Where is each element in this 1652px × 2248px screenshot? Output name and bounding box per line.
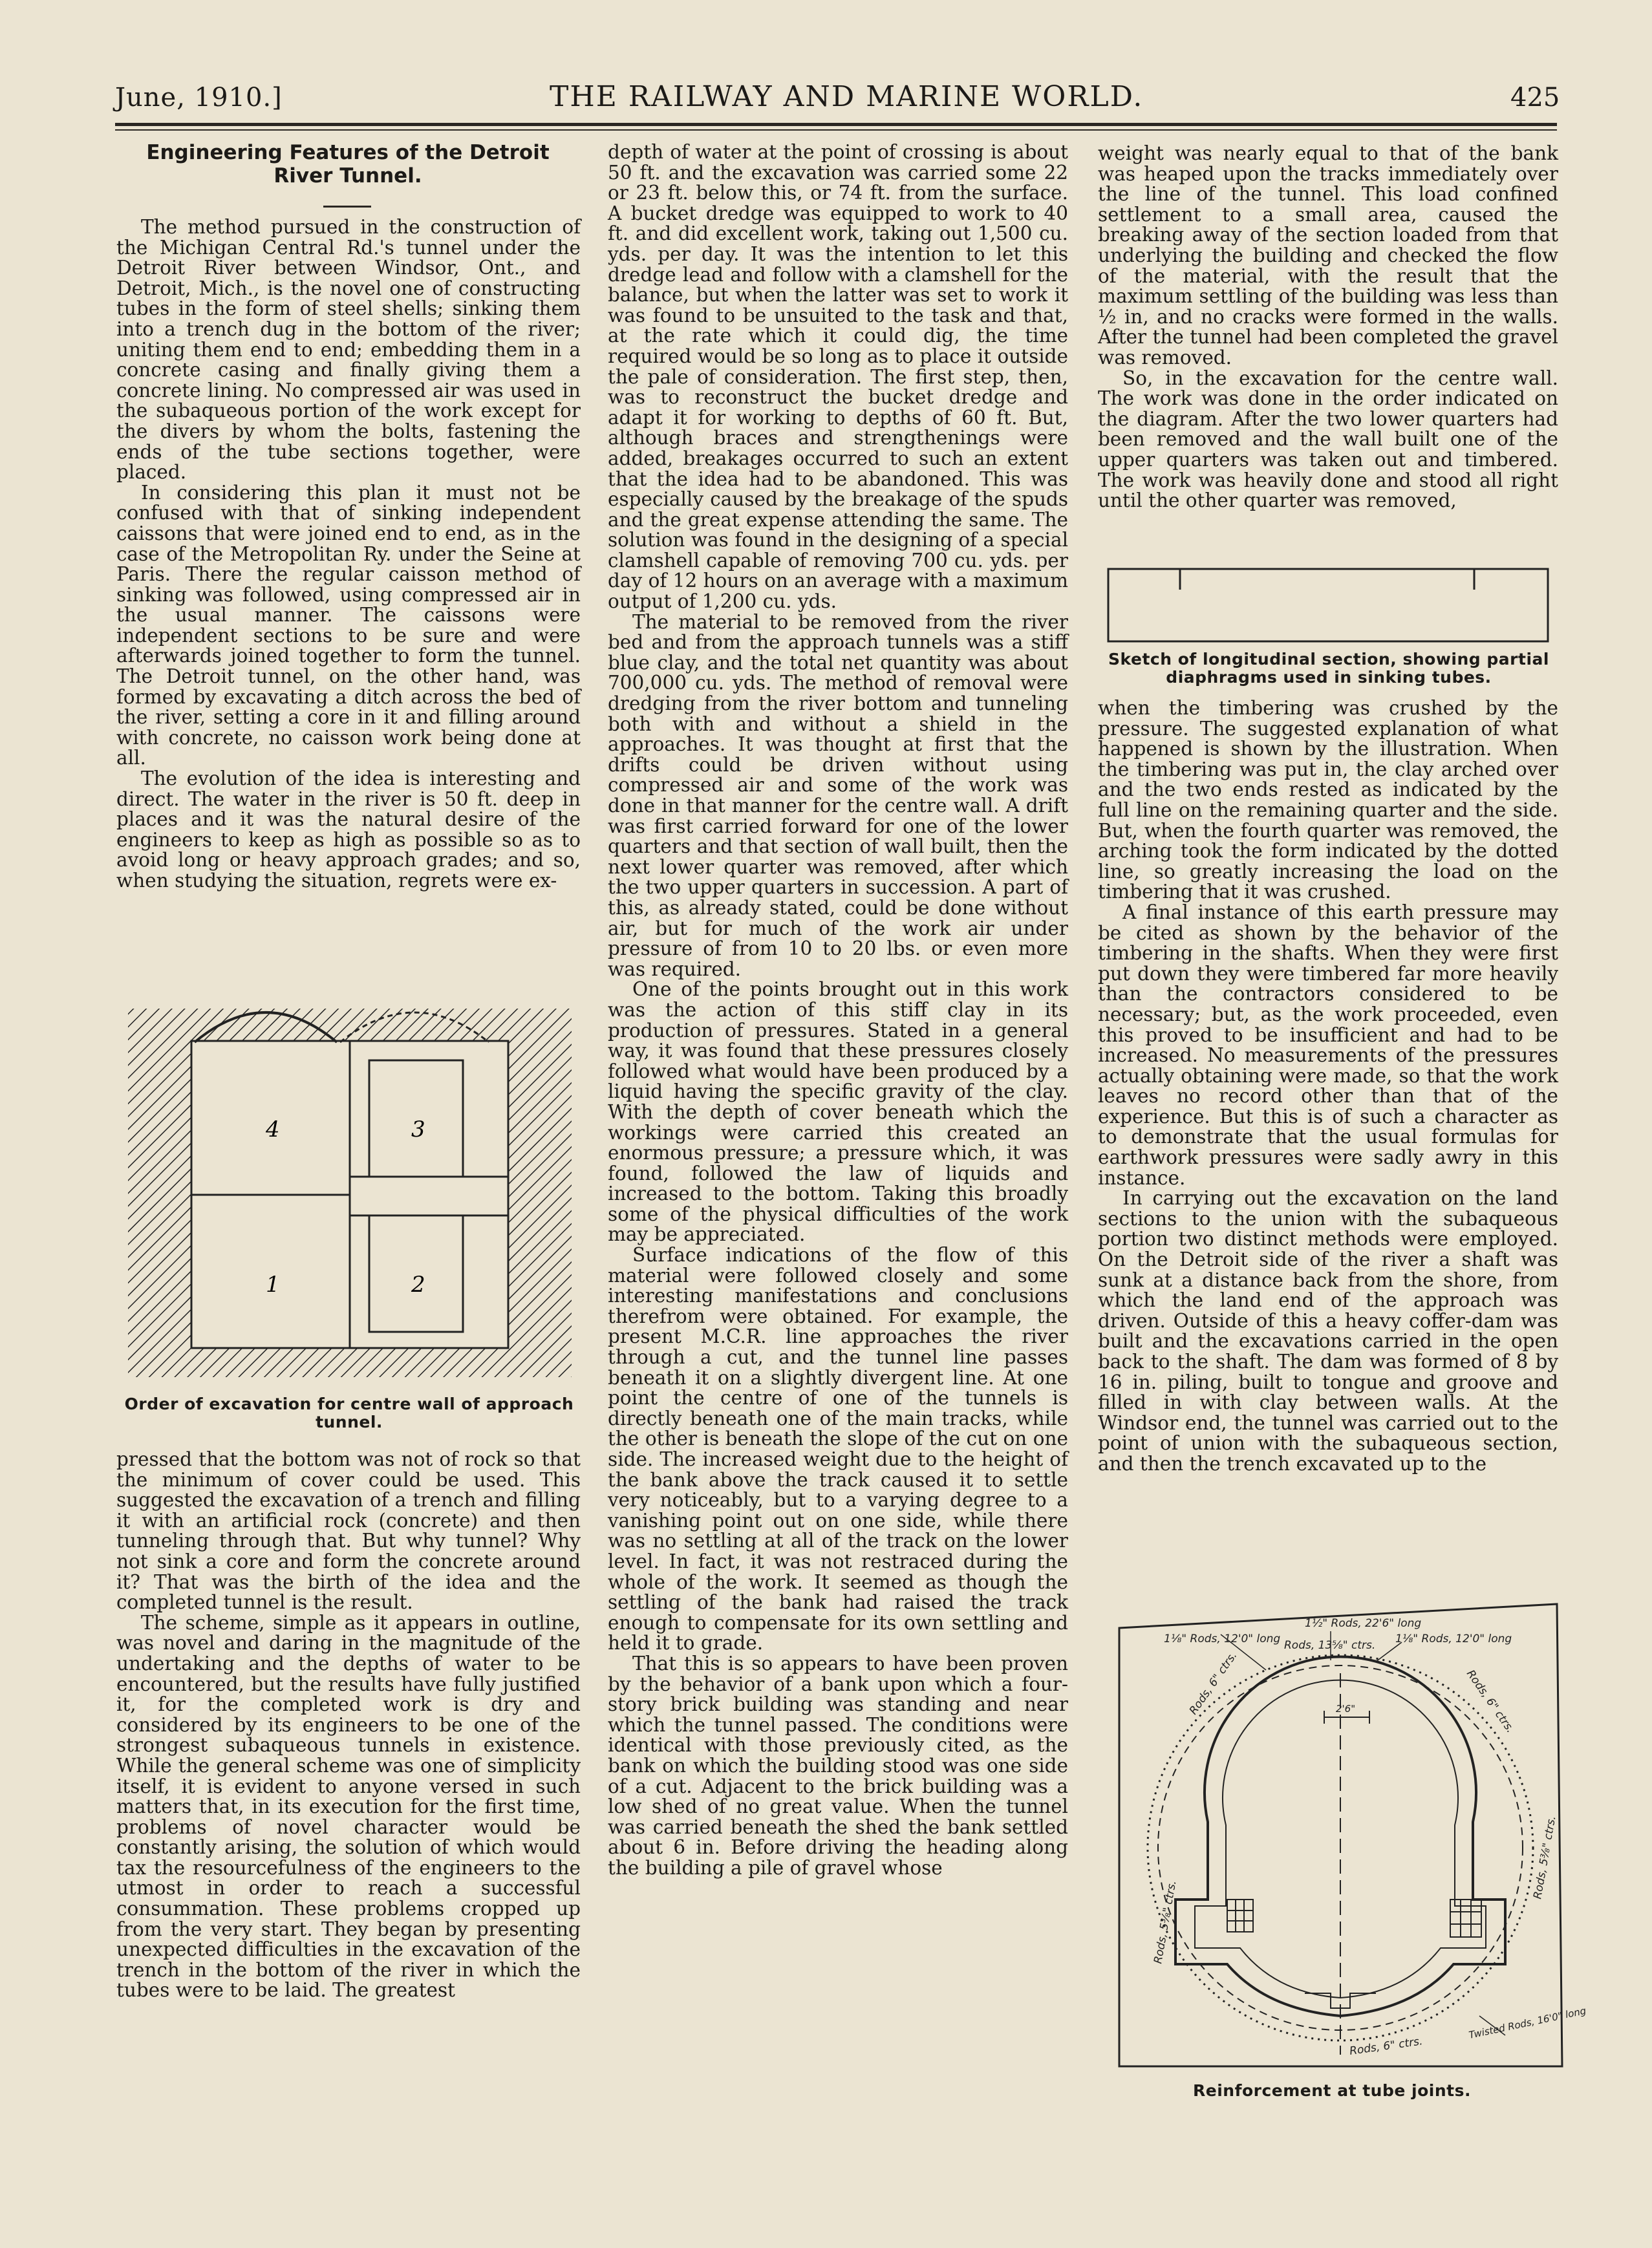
figure-3-caption: Reinforcement at tube joints. [1193, 2081, 1471, 2100]
quarter-label-3: 3 [411, 1117, 425, 1142]
paragraph: The material to be removed from the river bed and from the approach tunnels was a stiff blue clay, and the total net quantity was about 700,000 cu. yds. The method of removal were dredging from the river bottom and tunneling both with and without a shield in the approaches. It was thought at first that the drifts could be driven without using compressed air and some of the work was done in that manner for the centre wall. A drift was first carried forward for one of the lower quarters and that section of wall built, then the next lower quarter was removed, after which the two upper quarters in succession. A part of this, as already stated, could be done without air, but for much of the work air under pressure of from 10 to 20 lbs. or even more was required. [608, 610, 1068, 980]
label-left-top-rods: 1⅛" Rods, 12'0" long [1164, 1632, 1281, 1645]
paragraph: A final instance of this earth pressure may be cited as shown by the behavior of the timbering in the shafts. When they were first put down they were timbered far more heavily than the contractors considered to be necessary; but, as the work proceeded, even this proved to be insufficient and had to be increased. No measurements of the pressures actually obtaining were made, so that the work leaves no record other than that of the experience. But this is of such a character as to demonstrate that the usual formulas for earthwork pressures were sadly awry in this instance. [1098, 901, 1558, 1189]
label-mid-top-rods: Rods, 13⅝" ctrs. [1284, 1639, 1376, 1652]
label-top-rods: 1½" Rods, 22'6" long [1305, 1617, 1422, 1630]
paragraph: In carrying out the excavation on the land sections to the union with the subaqueous portion two distinct methods were employed. On the Detroit side of the river a shaft was sunk at a distance back from the shore, from which the land end of the approach was driven. Outside of this a heavy coffer-dam was built and the excavations carried in the open back to the shaft. The dam was formed of 8 by 16 in. piling, built to tongue and groove and filled in with clay between walls. At the Windsor end, the tunnel was carried out to the point of union with the subaqueous section, and then the trench excavated up to the [1098, 1187, 1558, 1475]
excavation-order-figure [127, 989, 573, 1384]
paragraph: weight was nearly equal to that of the bank was heaped upon the tracks immediately over the line of the tunnel. This load confined settlement to a small area, caused the breaking away of the section loaded from that underlying the building and checked the flow of the material, with the result that the maximum settling of the building was less than ½ in, and no cracks were formed in the walls. After the tunnel had been completed the gravel was removed. [1098, 142, 1558, 369]
figure-1-caption: Order of excavation for centre wall of approach tunnel. [124, 1395, 574, 1431]
paragraph: The method pursued in the construction of the Michigan Central Rd.'s tunnel under the Detroit River between Windsor, Ont., and Detroit, Mich., is the novel one of constructing tubes in the form of steel shells; sinking them into a trench dug in the bottom of the river; uniting them end to end; embedding them in a concrete casing and finally giving them a concrete lining. No compressed air was used in the subaqueous portion of the work except for the divers by whom the bolts, fastening the ends of the tube sections together, were placed. [116, 216, 581, 484]
column-1-top [116, 217, 581, 892]
column-2 [608, 142, 1068, 1878]
headline-line-2: River Tunnel. [274, 164, 422, 187]
label-right-top-rods: 1⅛" Rods, 12'0" long [1395, 1632, 1512, 1645]
column-1-bottom [116, 1450, 581, 2001]
label-right-upper-rods: Rods, 6" ctrs. [1463, 1667, 1517, 1736]
article-headline [122, 141, 574, 187]
label-left-lower-rods: Rods, 5⅜" ctrs. [1152, 1879, 1179, 1965]
quarter-label-1: 1 [266, 1272, 280, 1298]
tube-joint-reinforcement-figure [1117, 1602, 1587, 2074]
paragraph: The evolution of the idea is interesting and direct. The water in the river is 50 ft. deep in places and it was the natural desire of the engineers to keep as high as possible so as to avoid long or heavy approach grades; and so, when studying the situation, regrets were ex- [116, 767, 581, 892]
label-twisted-rods: Twisted Rods, 16'0" long [1468, 2004, 1587, 2041]
paragraph: So, in the excavation for the centre wall. The work was done in the order indicated on the diagram. After the two lower quarters had been removed and the wall built one of the upper quarters was taken out and timbered. The work was heavily done and stood all right until the other quarter was removed, [1098, 367, 1558, 512]
headline-rule [323, 206, 371, 208]
label-dimension: 2'6" [1336, 1703, 1356, 1715]
quarter-label-2: 2 [411, 1272, 425, 1298]
figure-2-caption: Sketch of longitudinal section, showing partial diaphragms used in sinking tubes. [1108, 650, 1549, 687]
header-rule-thin [115, 129, 1557, 131]
paragraph: In considering this plan it must not be confused with that of sinking independent caissons that were joined end to end, as in the case of the Metropolitan Ry. under the Seine at Paris. There the regular caisson method of sinking was followed, using compressed air in the usual manner. The caissons were independent sections to be sure and were afterwards joined together to form the tunnel. The Detroit tunnel, on the other hand, was formed by excavating a ditch across the bed of the river, setting a core in it and filling around with concrete, no caisson work being done at all. [116, 481, 581, 769]
longitudinal-section-figure [1106, 565, 1552, 645]
column-3-top [1098, 144, 1558, 511]
paragraph: depth of water at the point of crossing is about 50 ft. and the excavation was carried some 22 or 23 ft. below this, or 74 ft. from the surface. A bucket dredge was equipped to work to 40 ft. and did excellent work, taking out 1,500 cu. yds. per day. It was the intention to let this dredge lead and follow with a clamshell for the balance, but when the latter was set to work it was found to be unsuited to the task and that, at the rate which it could dig, the time required would be so long as to place it outside the pale of consideration. The first step, then, was to reconstruct the bucket dredge and adapt it for working to depths of 60 ft. But, although braces and strengthenings were added, breakages occurred to such an extent that the idea had to be abandoned. This was especially caused by the breakage of the spuds and the great expense attending the same. The solution was found in the designing of a special clamshell capable of removing 700 cu. yds. per day of 12 hours on an average with a maximum output of 1,200 cu. yds. [608, 141, 1068, 613]
page-number: 425 [1510, 83, 1560, 112]
label-left-upper-rods: Rods, 6" ctrs. [1186, 1649, 1240, 1717]
quarter-label-4: 4 [266, 1117, 280, 1142]
issue-date: June, 1910.] [115, 83, 283, 112]
label-bottom-rods: Rods, 6" ctrs. [1348, 2035, 1424, 2058]
journal-title: THE RAILWAY AND MARINE WORLD. [550, 80, 1144, 113]
header-rule [115, 123, 1557, 126]
paragraph: The scheme, simple as it appears in outline, was novel and daring in the magnitude of the undertaking and the depths of water to be encountered, but the results have fully justified it, for the completed work is dry and considered by its engineers to be one of the strongest subaqueous tunnels in existence. While the general scheme was one of simplicity itself, it is evident to anyone versed in such matters that, in its execution for the first time, problems of novel character would be constantly arising, the solution of which would tax the resourcefulness of the engineers to the utmost in order to reach a successful consummation. These problems cropped up from the very start. They began by presenting unexpected difficulties in the excavation of the trench in the bottom of the river in which the tubes were to be laid. The greatest [116, 1611, 581, 2002]
headline-line-1: Engineering Features of the Detroit [146, 141, 550, 164]
paragraph: Surface indications of the flow of this material were followed closely and some interesting manifestations and conclusions therefrom were obtained. For example, the present M.C.R. line approaches the river through a cut, and the tunnel line passes beneath it on a slightly divergent line. At one point the centre of one of the tunnels is directly beneath one of the main tracks, while the other is beneath the slope of the cut on one side. The increased weight due to the height of the bank above the track caused it to settle very noticeably, but to a varying degree to a vanishing point out on one side, while there was no settling at all of the track on the lower level. In fact, it was not restraced during the whole of the work. It seemed as though the settling of the bank had raised the track enough to compensate for its own settling and held it to grade. [608, 1244, 1068, 1654]
column-3-bottom [1098, 698, 1558, 1475]
label-right-lower-rods: Rods, 5⅜" ctrs. [1531, 1814, 1559, 1900]
paragraph: when the timbering was crushed by the pressure. The suggested explanation of what happened is shown by the illustration. When the timbering was put in, the clay arched over and the two ends rested as indicated by the full line on the remaining quarter and the side. But, when the fourth quarter was removed, the arching took the form indicated by the dotted line, so greatly increasing the load on the timbering that it was crushed. [1098, 697, 1558, 903]
paragraph: One of the points brought out in this work was the action of this stiff clay in its production of pressures. Stated in a general way, it was found that these pressures closely followed what would have been produced by a liquid having the specific gravity of the clay. With the depth of cover beneath which the workings were carried this created an enormous pressure; a pressure which, it was found, followed the law of liquids and increased to the bottom. Taking this broadly some of the physical difficulties of the work may be appreciated. [608, 978, 1068, 1246]
paragraph: pressed that the bottom was not of rock so that the minimum of cover could be used. This suggested the excavation of a trench and filling it with an artificial rock (concrete) and then tunneling through that. But why tunnel? Why not sink a core and form the concrete around it? That was the birth of the idea and the completed tunnel is the result. [116, 1448, 581, 1614]
paragraph: That this is so appears to have been proven by the behavior of a bank upon which a four-story brick building was standing and near which the tunnel passed. The conditions were identical with those previously cited, as the bank on which the building stood was one side of a cut. Adjacent to the brick building was a low shed of no great value. When the tunnel was carried beneath the shed the bank settled about 6 in. Before driving the heading along the building a pile of gravel whose [608, 1652, 1068, 1879]
